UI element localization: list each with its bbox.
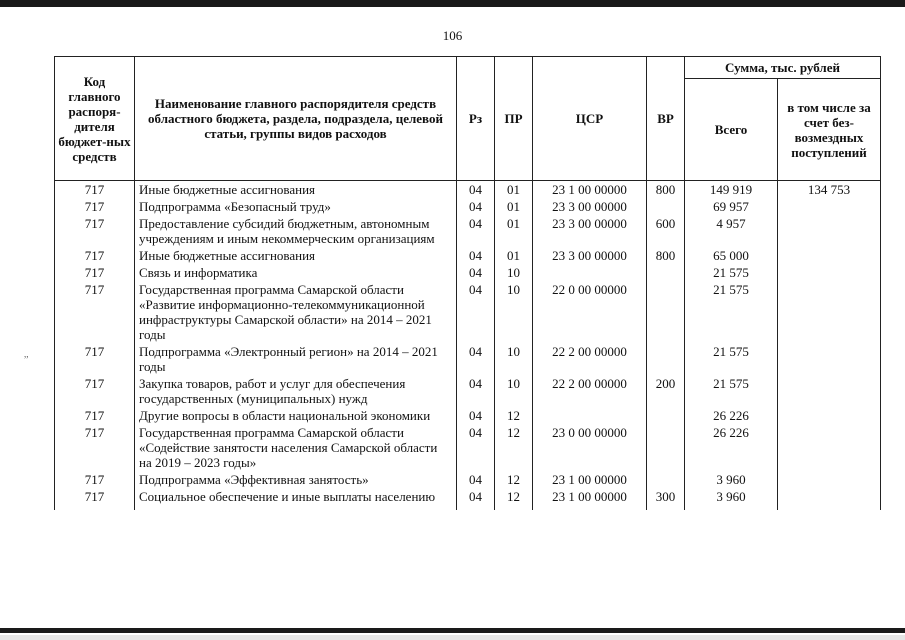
cell-incl	[778, 281, 881, 343]
table-row	[55, 247, 881, 264]
cell-total: 26 226	[685, 424, 778, 471]
cell-incl	[778, 215, 881, 247]
table-row	[55, 488, 881, 510]
table-body	[55, 181, 881, 511]
cell-name: Иные бюджетные ассигнования	[135, 181, 457, 199]
cell-name: Другие вопросы в области национальной экономики	[135, 407, 457, 424]
cell-pr: 01	[495, 247, 533, 264]
cell-total: 21 575	[685, 343, 778, 375]
cell-name: Предоставление субсидий бюджетным, автономным учреждениям и иным некоммерческим организациям	[135, 215, 457, 247]
table-row	[55, 471, 881, 488]
cell-total: 21 575	[685, 264, 778, 281]
cell-incl	[778, 247, 881, 264]
cell-vr: 200	[647, 375, 685, 407]
cell-csr: 22 2 00 00000	[533, 375, 647, 407]
cell-pr: 01	[495, 181, 533, 199]
cell-incl	[778, 264, 881, 281]
cell-pr: 10	[495, 343, 533, 375]
cell-rz: 04	[457, 488, 495, 510]
cell-pr: 12	[495, 407, 533, 424]
cell-code: 717	[55, 471, 135, 488]
cell-csr: 23 1 00 00000	[533, 488, 647, 510]
cell-incl	[778, 488, 881, 510]
cell-vr: 800	[647, 181, 685, 199]
cell-vr: 800	[647, 247, 685, 264]
header-name: Наименование главного распорядителя средств областного бюджета, раздела, подраздела, целевой статьи, группы видов расходов	[135, 57, 457, 181]
cell-total: 21 575	[685, 281, 778, 343]
cell-incl	[778, 471, 881, 488]
header-csr: ЦСР	[533, 57, 647, 181]
scan-bottom-shadow	[0, 635, 905, 640]
cell-vr	[647, 407, 685, 424]
header-sum-group: Сумма, тыс. рублей	[685, 57, 881, 79]
cell-total: 21 575	[685, 375, 778, 407]
budget-table-wrapper	[54, 56, 881, 510]
table-row	[55, 198, 881, 215]
cell-total: 3 960	[685, 488, 778, 510]
cell-rz: 04	[457, 343, 495, 375]
cell-name: Государственная программа Самарской области «Содействие занятости населения Самарской области на 2019 – 2023 годы»	[135, 424, 457, 471]
cell-rz: 04	[457, 198, 495, 215]
cell-rz: 04	[457, 281, 495, 343]
cell-incl	[778, 407, 881, 424]
cell-total: 3 960	[685, 471, 778, 488]
cell-rz: 04	[457, 181, 495, 199]
table-row	[55, 424, 881, 471]
cell-code: 717	[55, 407, 135, 424]
cell-total: 26 226	[685, 407, 778, 424]
cell-csr: 22 0 00 00000	[533, 281, 647, 343]
cell-csr: 23 3 00 00000	[533, 198, 647, 215]
cell-name: Связь и информатика	[135, 264, 457, 281]
scan-bottom-border	[0, 628, 905, 633]
cell-rz: 04	[457, 264, 495, 281]
cell-code: 717	[55, 375, 135, 407]
cell-code: 717	[55, 343, 135, 375]
cell-incl	[778, 198, 881, 215]
cell-csr: 23 0 00 00000	[533, 424, 647, 471]
cell-pr: 10	[495, 281, 533, 343]
cell-pr: 12	[495, 471, 533, 488]
cell-name: Государственная программа Самарской области «Развитие информационно-телекоммуникационной инфраструктуры Самарской области» на 2014 – 2021 годы	[135, 281, 457, 343]
cell-code: 717	[55, 198, 135, 215]
cell-pr: 10	[495, 264, 533, 281]
cell-total: 69 957	[685, 198, 778, 215]
table-row	[55, 343, 881, 375]
cell-rz: 04	[457, 375, 495, 407]
cell-csr	[533, 264, 647, 281]
cell-code: 717	[55, 181, 135, 199]
cell-name: Закупка товаров, работ и услуг для обеспечения государственных (муниципальных) нужд	[135, 375, 457, 407]
cell-name: Подпрограмма «Электронный регион» на 2014 – 2021 годы	[135, 343, 457, 375]
cell-code: 717	[55, 215, 135, 247]
cell-csr: 23 1 00 00000	[533, 471, 647, 488]
table-row	[55, 215, 881, 247]
cell-csr: 23 1 00 00000	[533, 181, 647, 199]
cell-vr	[647, 343, 685, 375]
cell-incl	[778, 343, 881, 375]
cell-total: 149 919	[685, 181, 778, 199]
cell-code: 717	[55, 281, 135, 343]
cell-code: 717	[55, 424, 135, 471]
cell-rz: 04	[457, 215, 495, 247]
cell-code: 717	[55, 247, 135, 264]
cell-vr: 600	[647, 215, 685, 247]
cell-name: Подпрограмма «Безопасный труд»	[135, 198, 457, 215]
cell-csr: 23 3 00 00000	[533, 247, 647, 264]
header-code: Код главного распоря-дителя бюджет-ных средств	[55, 57, 135, 181]
cell-name: Подпрограмма «Эффективная занятость»	[135, 471, 457, 488]
cell-total: 4 957	[685, 215, 778, 247]
table-row	[55, 281, 881, 343]
cell-pr: 12	[495, 488, 533, 510]
header-rz: Рз	[457, 57, 495, 181]
cell-rz: 04	[457, 424, 495, 471]
page-number: 106	[442, 28, 463, 43]
cell-code: 717	[55, 264, 135, 281]
cell-total: 65 000	[685, 247, 778, 264]
scan-top-border	[0, 0, 905, 7]
cell-vr: 300	[647, 488, 685, 510]
cell-csr: 23 3 00 00000	[533, 215, 647, 247]
cell-vr	[647, 281, 685, 343]
cell-incl	[778, 424, 881, 471]
budget-table	[54, 56, 881, 510]
cell-pr: 10	[495, 375, 533, 407]
cell-rz: 04	[457, 407, 495, 424]
cell-pr: 01	[495, 215, 533, 247]
cell-vr	[647, 264, 685, 281]
table-row	[55, 181, 881, 199]
header-vr: ВР	[647, 57, 685, 181]
table-row	[55, 407, 881, 424]
table-header	[55, 57, 881, 181]
cell-name: Иные бюджетные ассигнования	[135, 247, 457, 264]
cell-pr: 01	[495, 198, 533, 215]
cell-pr: 12	[495, 424, 533, 471]
cell-vr	[647, 198, 685, 215]
cell-csr	[533, 407, 647, 424]
scan-artifact-mark: ,,	[24, 349, 29, 359]
cell-vr	[647, 471, 685, 488]
cell-incl: 134 753	[778, 181, 881, 199]
cell-vr	[647, 424, 685, 471]
table-row	[55, 375, 881, 407]
cell-code: 717	[55, 488, 135, 510]
header-total: Всего	[685, 79, 778, 181]
cell-rz: 04	[457, 471, 495, 488]
table-row	[55, 264, 881, 281]
cell-incl	[778, 375, 881, 407]
cell-name: Социальное обеспечение и иные выплаты населению	[135, 488, 457, 510]
cell-rz: 04	[457, 247, 495, 264]
header-incl: в том числе за счет без-возмездных поступлений	[778, 79, 881, 181]
header-pr: ПР	[495, 57, 533, 181]
cell-csr: 22 2 00 00000	[533, 343, 647, 375]
